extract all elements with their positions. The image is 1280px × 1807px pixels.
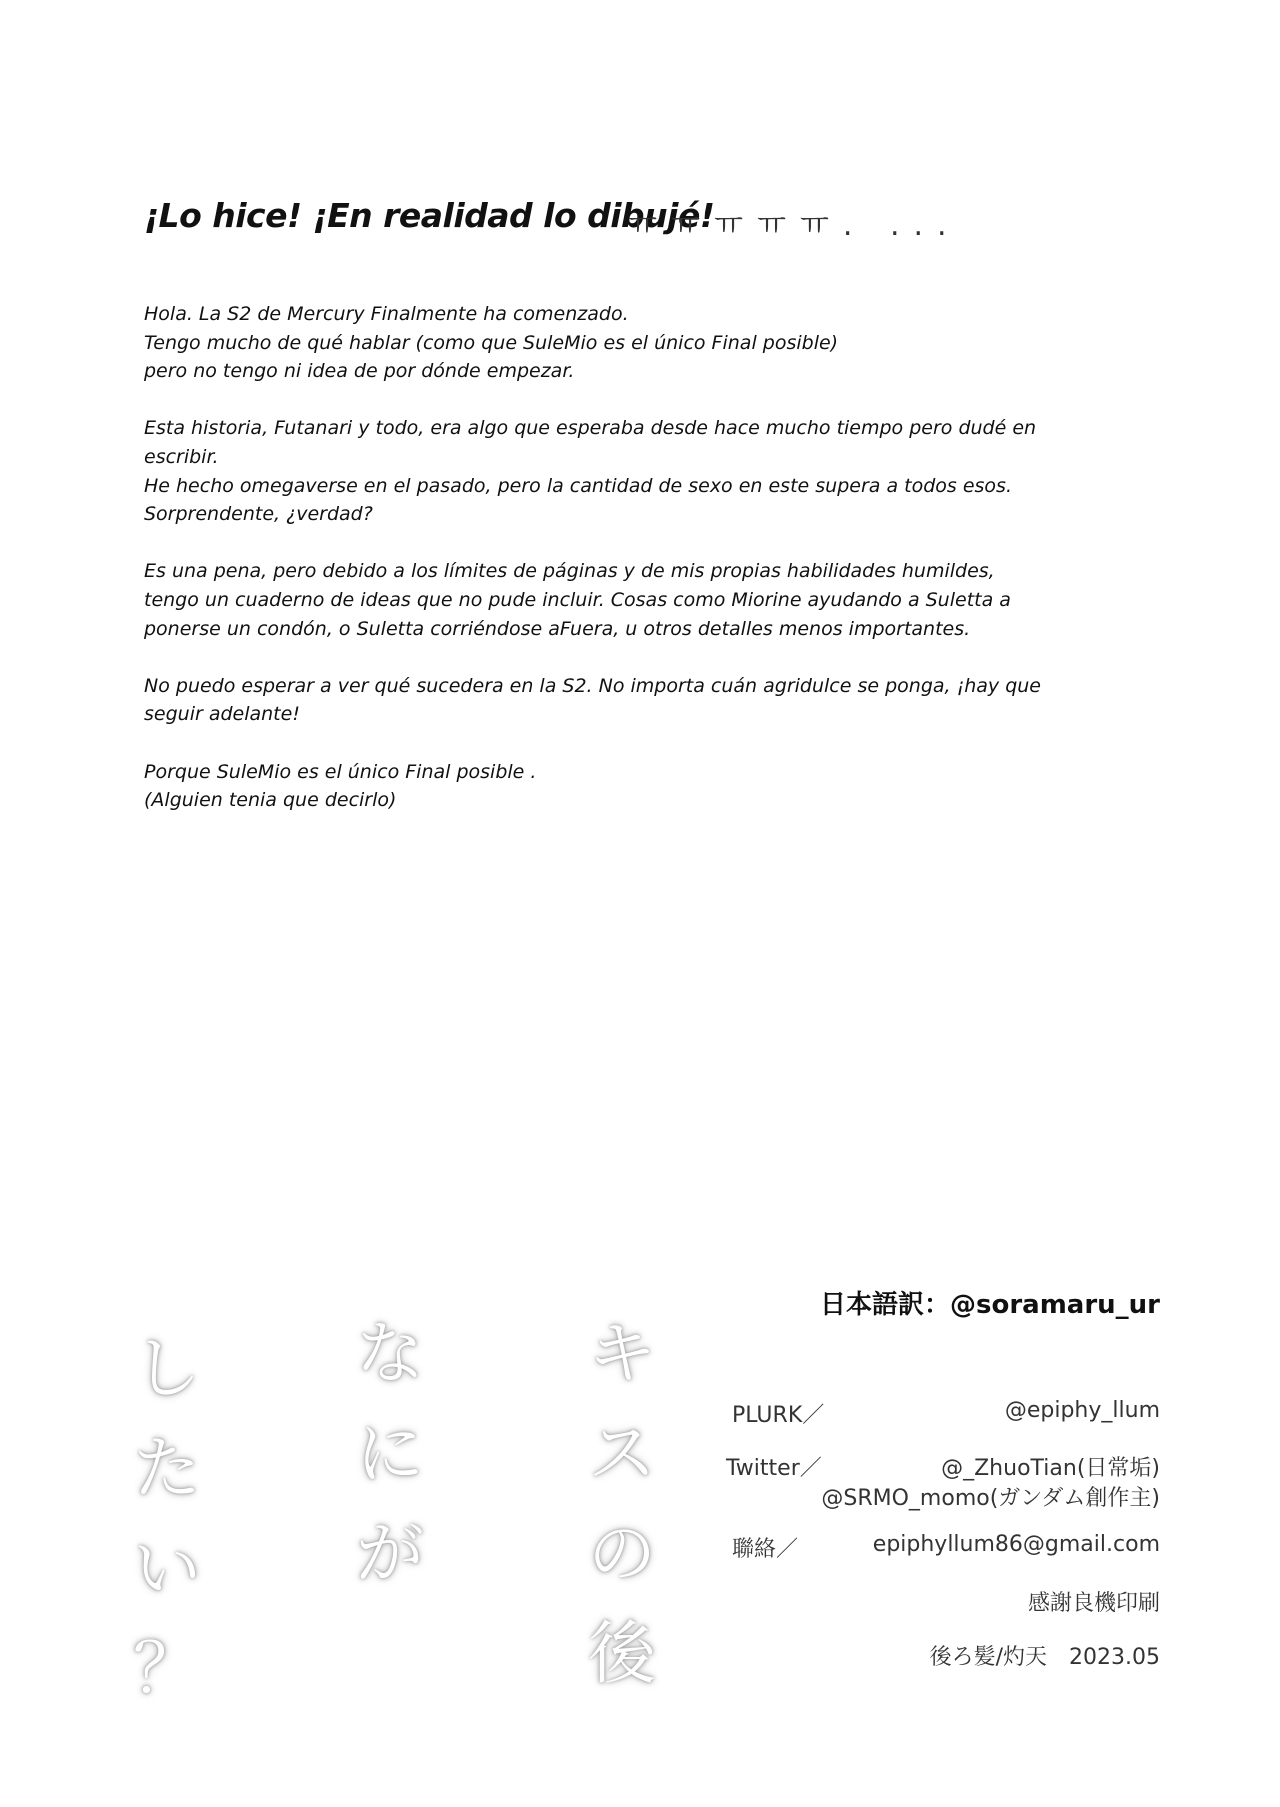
text-line: Sorprendente, ¿verdad? <box>144 503 373 526</box>
paragraph <box>144 300 1024 386</box>
crying-emoticon-text: ㅠㅠㅠㅠㅠ. ... <box>628 208 961 243</box>
translation-credit: 日本語訳：@soramaru_ur <box>819 1290 1160 1320</box>
paragraph <box>144 672 1041 729</box>
book-title-char: ス <box>587 1415 656 1494</box>
twitter-label: Twitter／ <box>726 1456 822 1481</box>
book-title-char: に <box>355 1415 424 1494</box>
text-line: (Alguien tenia que decirlo) <box>144 789 397 812</box>
afterword-body <box>144 300 1041 843</box>
text-line: seguir adelante! <box>144 703 300 726</box>
text-line: He hecho omegaverse en el pasado, pero la cantidad de sexo en este supera a todos esos. <box>144 474 1012 497</box>
text-line: Esta historia, Futanari y todo, era algo que esperaba desde hace mucho tiempo pero dudé en <box>144 417 1037 440</box>
contact-label: 聯絡／ <box>732 1537 799 1562</box>
contact-email: epiphyllum86@gmail.com <box>872 1532 1160 1557</box>
page-title: ¡Lo hice! ¡En realidad lo dibujé! <box>144 196 715 235</box>
book-title-char: た <box>132 1430 201 1509</box>
text-line: Porque SuleMio es el único Final posible . <box>144 760 537 783</box>
book-title-char: 後 <box>587 1615 656 1694</box>
book-title-char: い <box>132 1530 201 1609</box>
text-line: escribir. <box>144 445 219 468</box>
book-title-column-1 <box>577 1305 667 1705</box>
printer-thanks: 感謝良機印刷 <box>1027 1591 1160 1616</box>
book-title-char: し <box>132 1330 201 1409</box>
book-title-char: キ <box>587 1315 656 1394</box>
text-line: Es una pena, pero debido a los límites de páginas y de mis propias habilidades humildes, <box>144 560 995 583</box>
book-title-char: な <box>355 1315 424 1394</box>
plurk-handle: @epiphy_llum <box>1004 1398 1160 1423</box>
book-title-char: の <box>587 1515 656 1594</box>
paragraph <box>144 758 1024 815</box>
text-line: pero no tengo ni idea de por dónde empezar. <box>144 360 575 383</box>
text-line: No puedo esperar a ver qué sucedera en la S2. No importa cuán agridulce se ponga, ¡hay que <box>144 674 1041 697</box>
text-line: tengo un cuaderno de ideas que no pude incluir. Cosas como Miorine ayudando a Suletta a <box>144 588 1011 611</box>
paragraph <box>144 557 1024 643</box>
signature-date: 後ろ髪/灼天 2023.05 <box>929 1645 1160 1670</box>
book-title-column-3 <box>122 1320 212 1720</box>
book-title-char: ？ <box>132 1630 201 1709</box>
twitter-handle-2: @SRMO_momo(ガンダム創作主) <box>821 1486 1160 1511</box>
twitter-handle-1: @_ZhuoTian(日常垢) <box>941 1456 1160 1481</box>
text-line: ponerse un condón, o Suletta corriéndose aFuera, u otros detalles menos importantes. <box>144 617 971 640</box>
book-title-char: が <box>355 1515 424 1594</box>
paragraph <box>144 414 1037 528</box>
book-title-column-2 <box>345 1305 435 1605</box>
text-line: Hola. La S2 de Mercury Finalmente ha comenzado. <box>144 303 629 325</box>
plurk-label: PLURK／ <box>732 1403 825 1428</box>
text-line: Tengo mucho de qué hablar (como que SuleMio es el único Final posible) <box>144 331 839 354</box>
